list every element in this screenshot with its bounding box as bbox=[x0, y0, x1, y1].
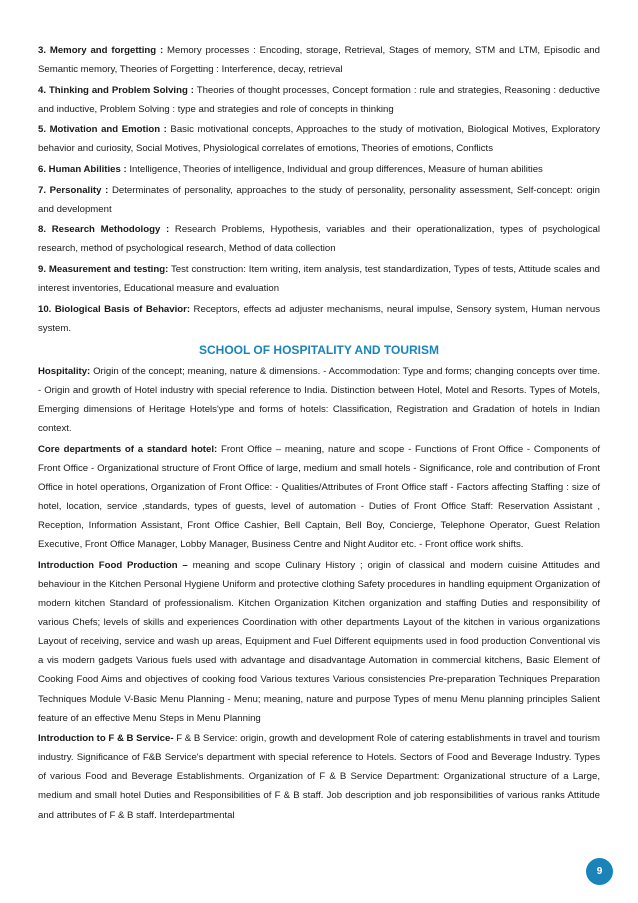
section-title: 5. Motivation and Emotion : bbox=[38, 124, 167, 136]
school-heading: SCHOOL OF HOSPITALITY AND TOURISM bbox=[198, 342, 439, 357]
section-title: Core departments of a standard hotel: bbox=[38, 443, 218, 455]
section-body: Intelligence, Theories of intelligence, Individual and group differences, Measure of human abilities bbox=[126, 164, 543, 176]
section-body: Receptors, effects ad adjuster mechanisms, neural impulse, Sensory system, Human nervous system. bbox=[38, 303, 600, 334]
section-title: 9. Measurement and testing: bbox=[38, 264, 169, 276]
section-body: Front Office – meaning, nature and scope - Functions of Front Office - Components of Front Office - Organizational structure of Front Office of large, medium and small hotels - Significance, role and contribution of Front Office in hotel operations, Organization of Front Office: - Qualities/Attributes of Front Office staff - Factors affecting Staffing : size of hotel, location, service ,standards, types of guests, level of automation - Duties of Front Office Staff: Reservation Assistant , Reception, Information Assistant, Front Office Cashier, Bell Captain, Bell Boy, Concierge, Telephone Operator, Guest Relation Executive, Front Office Manager, Lobby Manager, Business Centre and Night Auditor etc. - Front office work shifts. bbox=[38, 443, 600, 551]
section-measurement bbox=[38, 260, 600, 298]
section-body: Basic motivational concepts, Approaches to the study of motivation, Biological Motives, Exploratory behavior and curiosity, Social Motives, Physiological correlates of emotions, Theories of emotions, Conflicts bbox=[38, 124, 600, 155]
section-body: Theories of thought processes, Concept formation : rule and strategies, Reasoning : deductive and inductive, Problem Solving : type and strategies and role of concepts in thinking bbox=[38, 84, 601, 115]
section-core-departments bbox=[38, 440, 600, 555]
page-number-badge: 9 bbox=[586, 858, 613, 885]
section-body: Test construction: Item writing, item analysis, test standardization, Types of tests, Attitude scales and interest inventories, Educational measure and evaluation bbox=[38, 264, 600, 295]
section-body: F & B Service: origin, growth and development Role of catering establishments in travel and tourism industry. Significance of F&B Service's department with special reference to Hotels. Sectors of Food and Beverage Industry. Types of various Food and Beverage Establishments. Organization of F & B Service Department: Organizational structure of a Large, medium and small hotel Duties and Responsibilities of F & B staff. Job description and job responsibilities of various ranks Attitude and attributes of F & B staff. Interdepartmental bbox=[38, 733, 600, 821]
section-title: 3. Memory and forgetting : bbox=[38, 45, 164, 56]
section-title: Introduction Food Production – bbox=[38, 559, 188, 571]
document-page bbox=[38, 41, 600, 826]
section-body: Determinates of personality, approaches to the study of personality, personality assessment, Self-concept: origin and development bbox=[38, 184, 600, 215]
section-body: Memory processes : Encoding, storage, Retrieval, Stages of memory, STM and LTM, Episodic and Semantic memory, Theories of Forgetting : Interference, decay, retrieval bbox=[38, 45, 600, 76]
section-fb-service bbox=[38, 729, 600, 824]
section-hospitality bbox=[38, 362, 600, 438]
section-title: 10. Biological Basis of Behavior: bbox=[38, 303, 191, 315]
section-title: 6. Human Abilities : bbox=[38, 164, 127, 176]
section-motivation bbox=[38, 120, 600, 158]
section-title: 8. Research Methodology : bbox=[38, 224, 170, 236]
section-food-production bbox=[38, 556, 600, 728]
section-abilities bbox=[38, 160, 600, 179]
section-biological bbox=[38, 300, 600, 338]
section-thinking bbox=[38, 81, 600, 119]
section-personality bbox=[38, 181, 600, 219]
section-title: Hospitality: bbox=[38, 365, 91, 377]
section-research bbox=[38, 220, 600, 258]
section-memory bbox=[38, 41, 600, 79]
section-body: Origin of the concept; meaning, nature & dimensions. - Accommodation: Type and forms; changing concepts over time. - Origin and growth of Hotel industry with special reference to India. Distinction between Hotel, Motel and Resorts. Types of Motels, Emerging dimensions of Heritage Hotels'ype and forms of hotels: Classification, Registration and Gradation of hotels in Indian context. bbox=[38, 365, 600, 435]
section-title: Introduction to F & B Service- bbox=[38, 733, 174, 745]
section-body: Research Problems, Hypothesis, variables and their operationalization, types of psychological research, method of psychological research, Method of data collection bbox=[38, 224, 601, 255]
section-title: 7. Personality : bbox=[38, 184, 109, 196]
section-body: meaning and scope Culinary History ; origin of classical and modern cuisine Attitudes and behaviour in the Kitchen Personal Hygiene Uniform and protective clothing Safety procedures in handling equipment Organization of modern kitchen Standard of professionalism. Kitchen Organization Kitchen organization and staffing Duties and responsibility of various Chefs; levels of skills and experiences Coordination with other departments Layout of the kitchen in various organizations Layout of receiving, service and wash up areas, Equipment and Fuel Different equipments used in food production Conventional vis a vis modern gadgets Various fuels used with advantage and disadvantage Automation in commercial kitchens, Basic Element of Cooking Food Aims and objectives of cooking food Various textures Various consistencies Pre-preparation Techniques Preparation Techniques Module V-Basic Menu Planning - Menu; meaning, nature and purpose Types of menu Menu planning principles Salient feature of an effective Menu Steps in Menu Planning bbox=[38, 559, 600, 724]
section-title: 4. Thinking and Problem Solving : bbox=[38, 84, 194, 96]
